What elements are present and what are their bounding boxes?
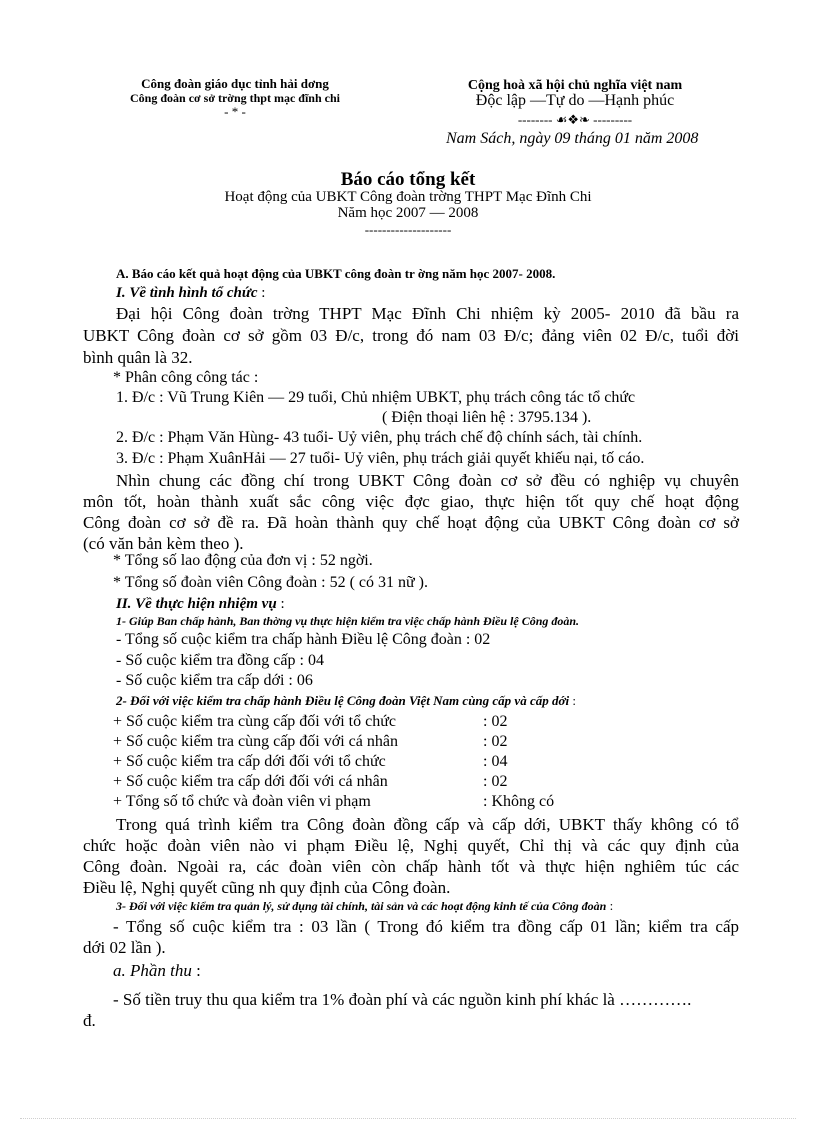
stat-row [113, 713, 713, 733]
sub3-item-line2: dới 02 lần ). [83, 938, 166, 957]
stat-value: : 04 [483, 753, 508, 770]
org-line-1: Công đoàn giáo dục tỉnh hải dơng [141, 76, 329, 91]
revenue-line1: - Số tiền truy thu qua kiểm tra 1% đoàn phí và các nguồn kinh phí khác là …………. [113, 990, 692, 1009]
section-i-heading: I. Về tình hình tổ chức [116, 285, 258, 301]
stat-row [113, 733, 713, 753]
sub1-item-2: - Số cuộc kiểm tra đồng cấp : 04 [116, 652, 324, 669]
sub3-colon: : [606, 898, 614, 913]
org-mark: - * - [224, 104, 246, 119]
sub2-colon: : [569, 693, 576, 708]
stat-value: : 02 [483, 713, 508, 730]
stat-label: + Số cuộc kiểm tra cùng cấp đối với cá nhân [113, 733, 398, 750]
nation-ornament: -------- ☙❖❧ --------- [517, 112, 633, 127]
nation-line-1: Cộng hoà xã hội chủ nghĩa việt nam [467, 78, 683, 93]
assignment-1: 1. Đ/c : Vũ Trung Kiên — 29 tuổi, Chủ nhiệm UBKT, phụ trách công tác tổ chức [116, 389, 636, 406]
part-a-colon: : [191, 961, 201, 980]
stats-list [113, 713, 713, 813]
assignment-2: 2. Đ/c : Phạm Văn Hùng- 43 tuổi- Uỷ viên, phụ trách chế độ chính sách, tài chính. [116, 429, 643, 446]
stat-value: : 02 [483, 773, 508, 790]
sub3-title: 3- Đối với việc kiểm tra quản lý, sử dụng tài chính, tài sản và các hoạt động kinh tế của Công đoàn [116, 899, 607, 913]
part-a-heading: a. Phần thu [113, 961, 192, 980]
revenue-line2: đ. [83, 1011, 96, 1030]
para1-line1: Đại hội Công đoàn trờng THPT Mạc Đĩnh Chi nhiệm kỳ 2005- 2010 đã bầu ra [116, 304, 739, 323]
stat-value: : Không có [483, 793, 555, 810]
sub3-item-line1: - Tổng số cuộc kiểm tra : 03 lần ( Trong đó kiểm tra đồng cấp 01 lần; kiểm tra cấp [113, 917, 739, 936]
report-year: Năm học 2007 — 2008 [337, 205, 479, 221]
nation-motto: Độc lập —Tự do —Hạnh phúc [475, 92, 675, 109]
para2-line1: Nhìn chung các đồng chí trong UBKT Công đoàn cơ sở đều có nghiệp vụ chuyên [116, 471, 739, 490]
para3-line2: chức hoặc đoàn viên nào vi phạm Điều lệ, Nghị quyết, Chỉ thị và các quy định của [83, 836, 739, 855]
para3-line4: Điều lệ, Nghị quyết cũng nh quy định của Công đoàn. [83, 878, 451, 897]
stat-label: + Số cuộc kiểm tra cấp dới đối với tổ chức [113, 753, 386, 770]
total-workers: * Tổng số lao động của đơn vị : 52 ngời. [113, 552, 373, 569]
assignment-heading: * Phân công công tác : [113, 369, 259, 386]
report-title: Báo cáo tổng kết [340, 169, 476, 190]
report-subtitle: Hoạt động của UBKT Công đoàn trờng THPT Mạc Đĩnh Chi [224, 189, 592, 205]
para2-line3: Công đoàn cơ sở đề ra. Đã hoàn thành quy chế hoạt động của UBKT Công đoàn cơ sở [83, 513, 739, 532]
para1-line3: bình quân là 32. [83, 348, 193, 367]
org-line-2: Công đoàn cơ sở trờng thpt mạc đĩnh chi [130, 91, 340, 105]
sub2-title: 2- Đối với việc kiểm tra chấp hành Điều lệ Công đoàn Việt Nam cùng cấp và cấp dới [116, 693, 570, 708]
date-line: Nam Sách, ngày 09 tháng 01 năm 2008 [446, 130, 699, 147]
section-ii-colon: : [276, 596, 285, 612]
total-members: * Tổng số đoàn viên Công đoàn : 52 ( có 31 nữ ). [113, 574, 429, 591]
para2-line2: môn tốt, hoàn thành xuất sắc công việc đợc giao, thực hiện tốt quy chế hoạt động [83, 492, 739, 511]
title-rule: -------------------- [364, 222, 452, 237]
stat-label: + Số cuộc kiểm tra cấp dới đối với cá nhân [113, 773, 388, 790]
para1-line2: UBKT Công đoàn cơ sở gồm 03 Đ/c, trong đó nam 03 Đ/c; đảng viên 02 Đ/c, tuổi đời [83, 326, 739, 345]
section-i-colon: : [257, 285, 266, 301]
stat-label: + Tổng số tổ chức và đoàn viên vi phạm [113, 793, 371, 810]
section-ii-heading: II. Về thực hiện nhiệm vụ [116, 596, 277, 612]
para2-line4: (có văn bản kèm theo ). [83, 534, 244, 553]
stat-row [113, 773, 713, 793]
para3-line1: Trong quá trình kiểm tra Công đoàn đồng cấp và cấp dới, UBKT thấy không có tổ [116, 815, 739, 834]
stat-label: + Số cuộc kiểm tra cùng cấp đối với tổ chức [113, 713, 396, 730]
assignment-3: 3. Đ/c : Phạm XuânHải — 27 tuổi- Uỷ viên, phụ trách giải quyết khiếu nại, tố cáo. [116, 450, 645, 467]
page-bottom-border [20, 1118, 796, 1119]
stat-value: : 02 [483, 733, 508, 750]
para3-line3: Công đoàn. Ngoài ra, các đoàn viên còn chấp hành tốt và thực hiện nghiêm túc các [83, 857, 739, 876]
sub1-item-1: - Tổng số cuộc kiểm tra chấp hành Điều lệ Công đoàn : 02 [116, 631, 491, 648]
section-a-heading: A. Báo cáo kết quả hoạt động của UBKT công đoàn tr ờng năm học 2007- 2008. [116, 266, 556, 281]
stat-row [113, 753, 713, 773]
sub1-title: 1- Giúp Ban chấp hành, Ban thờng vụ thực hiện kiểm tra việc chấp hành Điều lệ Công đoàn. [116, 614, 580, 628]
stat-row [113, 793, 713, 813]
sub1-item-3: - Số cuộc kiểm tra cấp dới : 06 [116, 672, 313, 689]
assignment-1-phone: ( Điện thoại liên hệ : 3795.134 ). [382, 409, 592, 426]
